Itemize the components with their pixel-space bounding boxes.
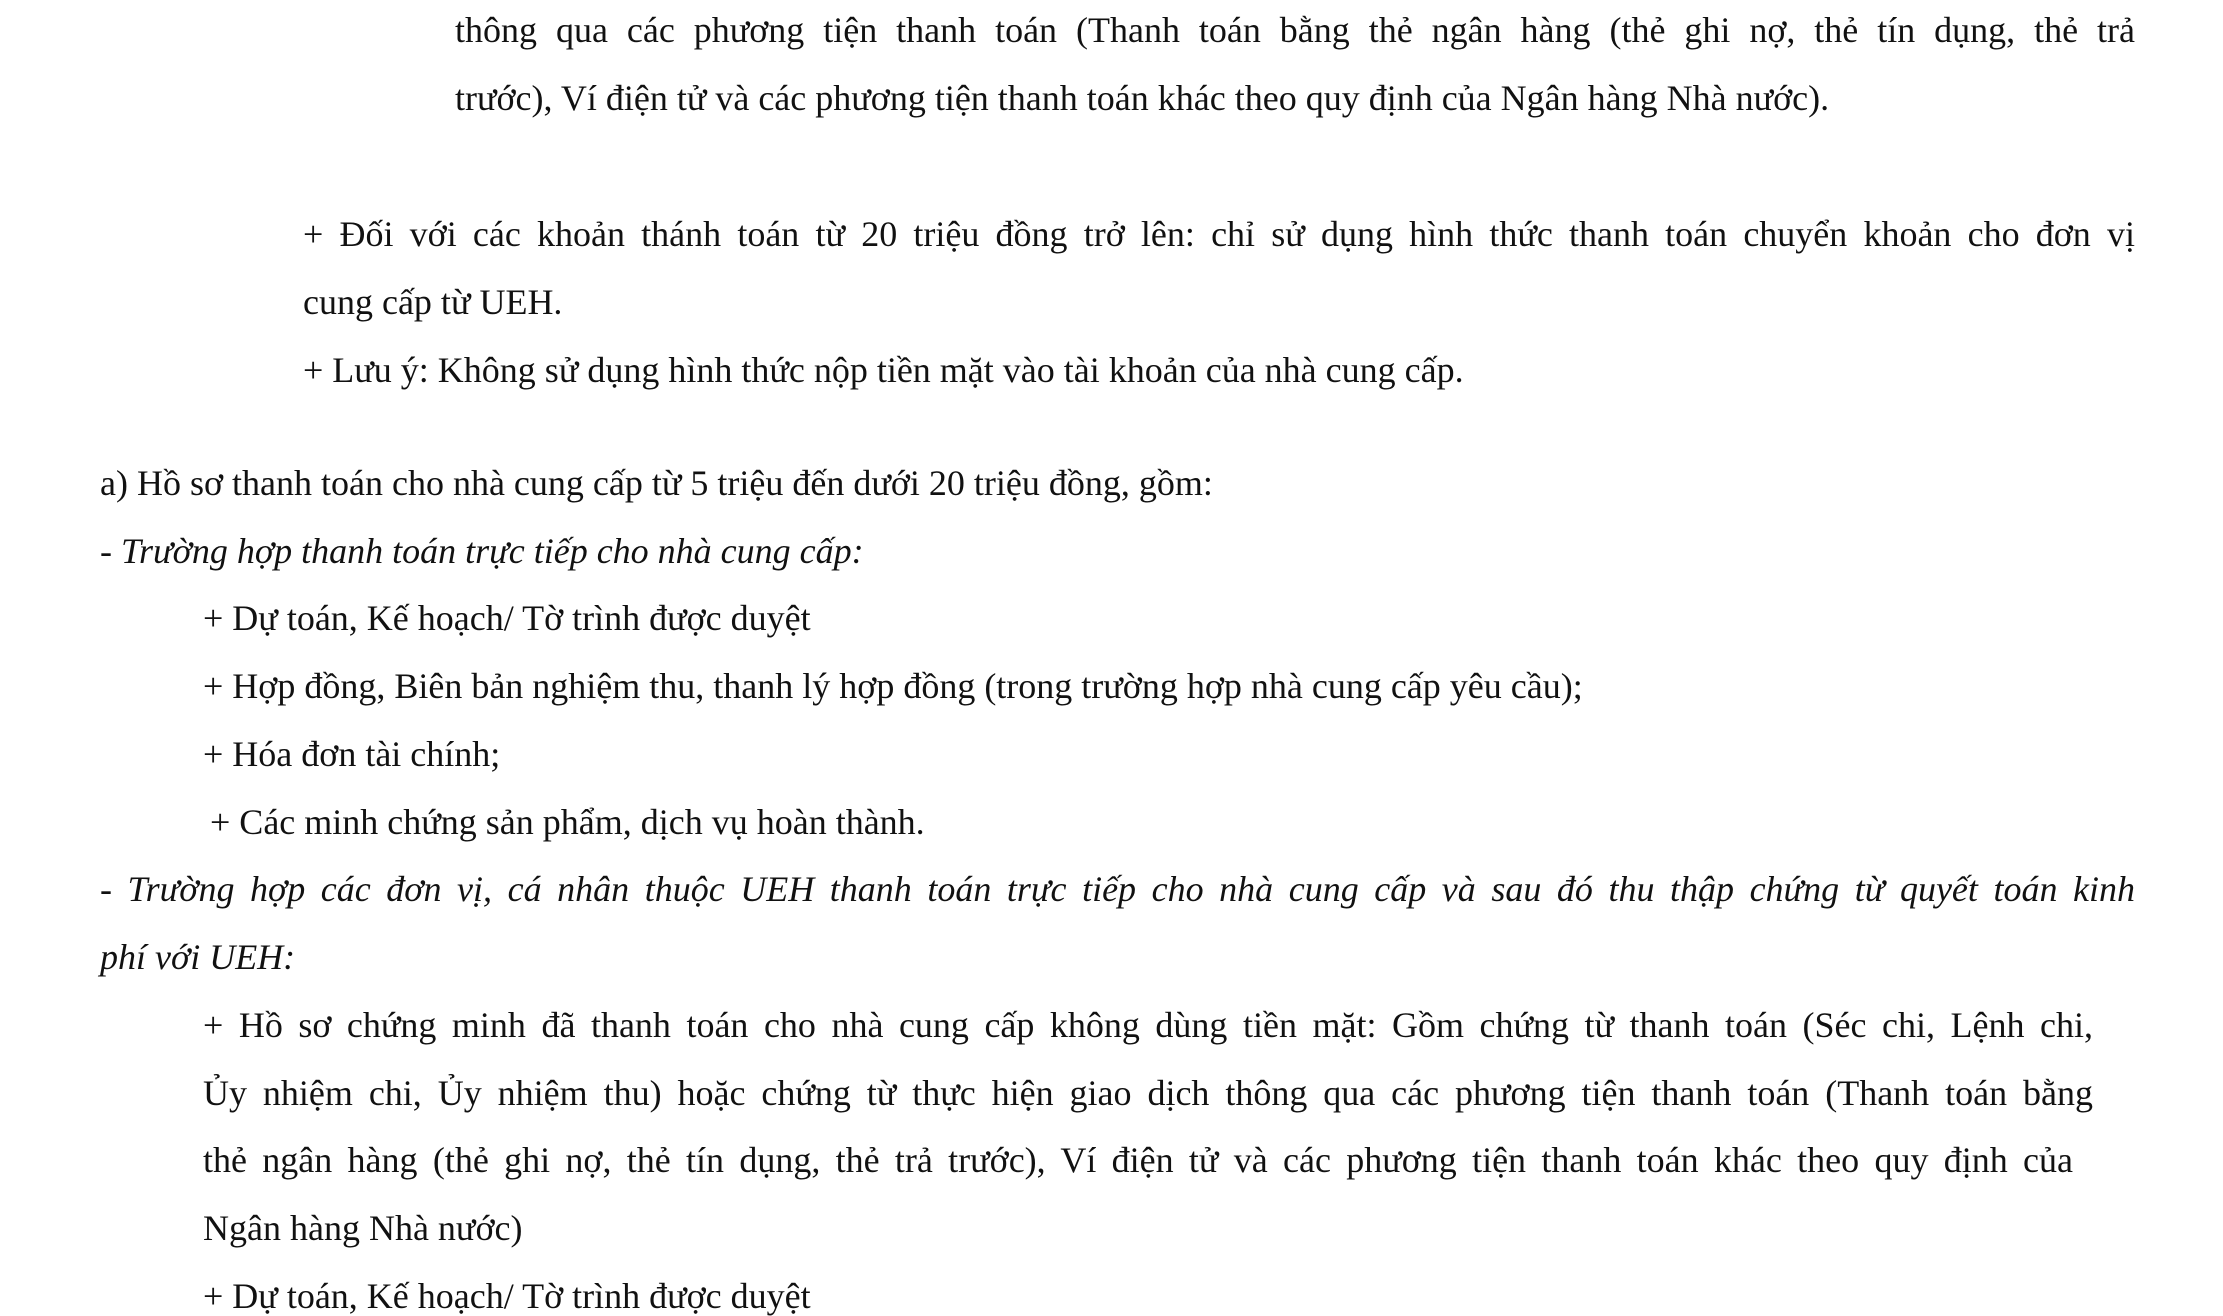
text-line-18: + Dự toán, Kế hoạch/ Tờ trình được duyệt <box>203 1276 811 1316</box>
text-line-5: + Lưu ý: Không sử dụng hình thức nộp tiền mặt vào tài khoản của nhà cung cấp. <box>303 350 1464 390</box>
text-line-11: + Các minh chứng sản phẩm, dịch vụ hoàn thành. <box>210 802 925 842</box>
text-line-17: Ngân hàng Nhà nước) <box>203 1208 523 1248</box>
text-line-1: thông qua các phương tiện thanh toán (Thanh toán bằng thẻ ngân hàng (thẻ ghi nợ, thẻ tín dụng, thẻ trả <box>455 10 2135 50</box>
text-line-13: phí với UEH: <box>100 937 296 977</box>
text-line-9: + Hợp đồng, Biên bản nghiệm thu, thanh lý hợp đồng (trong trường hợp nhà cung cấp yêu cầu); <box>203 666 1583 706</box>
text-line-10: + Hóa đơn tài chính; <box>203 734 501 774</box>
text-line-15: Ủy nhiệm chi, Ủy nhiệm thu) hoặc chứng từ thực hiện giao dịch thông qua các phương tiện thanh toán (Thanh toán bằng <box>203 1073 2093 1113</box>
text-line-16: thẻ ngân hàng (thẻ ghi nợ, thẻ tín dụng, thẻ trả trước), Ví điện tử và các phương tiện thanh toán khác theo quy định của <box>203 1140 2073 1180</box>
text-line-4: cung cấp từ UEH. <box>303 282 563 322</box>
text-line-3: + Đối với các khoản thánh toán từ 20 triệu đồng trở lên: chỉ sử dụng hình thức thanh toán chuyển khoản cho đơn vị <box>303 214 2135 254</box>
text-line-7: - Trường hợp thanh toán trực tiếp cho nhà cung cấp: <box>100 531 864 571</box>
text-line-8: + Dự toán, Kế hoạch/ Tờ trình được duyệt <box>203 598 811 638</box>
text-line-14: + Hồ sơ chứng minh đã thanh toán cho nhà cung cấp không dùng tiền mặt: Gồm chứng từ thanh toán (Séc chi, Lệnh chi, <box>203 1005 2093 1045</box>
text-line-2: trước), Ví điện tử và các phương tiện thanh toán khác theo quy định của Ngân hàng Nhà nước). <box>455 78 1830 118</box>
text-line-12: - Trường hợp các đơn vị, cá nhân thuộc UEH thanh toán trực tiếp cho nhà cung cấp và sau đó thu thập chứng từ quyết toán kinh <box>100 869 2135 909</box>
section-heading-a: a) Hồ sơ thanh toán cho nhà cung cấp từ 5 triệu đến dưới 20 triệu đồng, gồm: <box>100 463 1213 503</box>
